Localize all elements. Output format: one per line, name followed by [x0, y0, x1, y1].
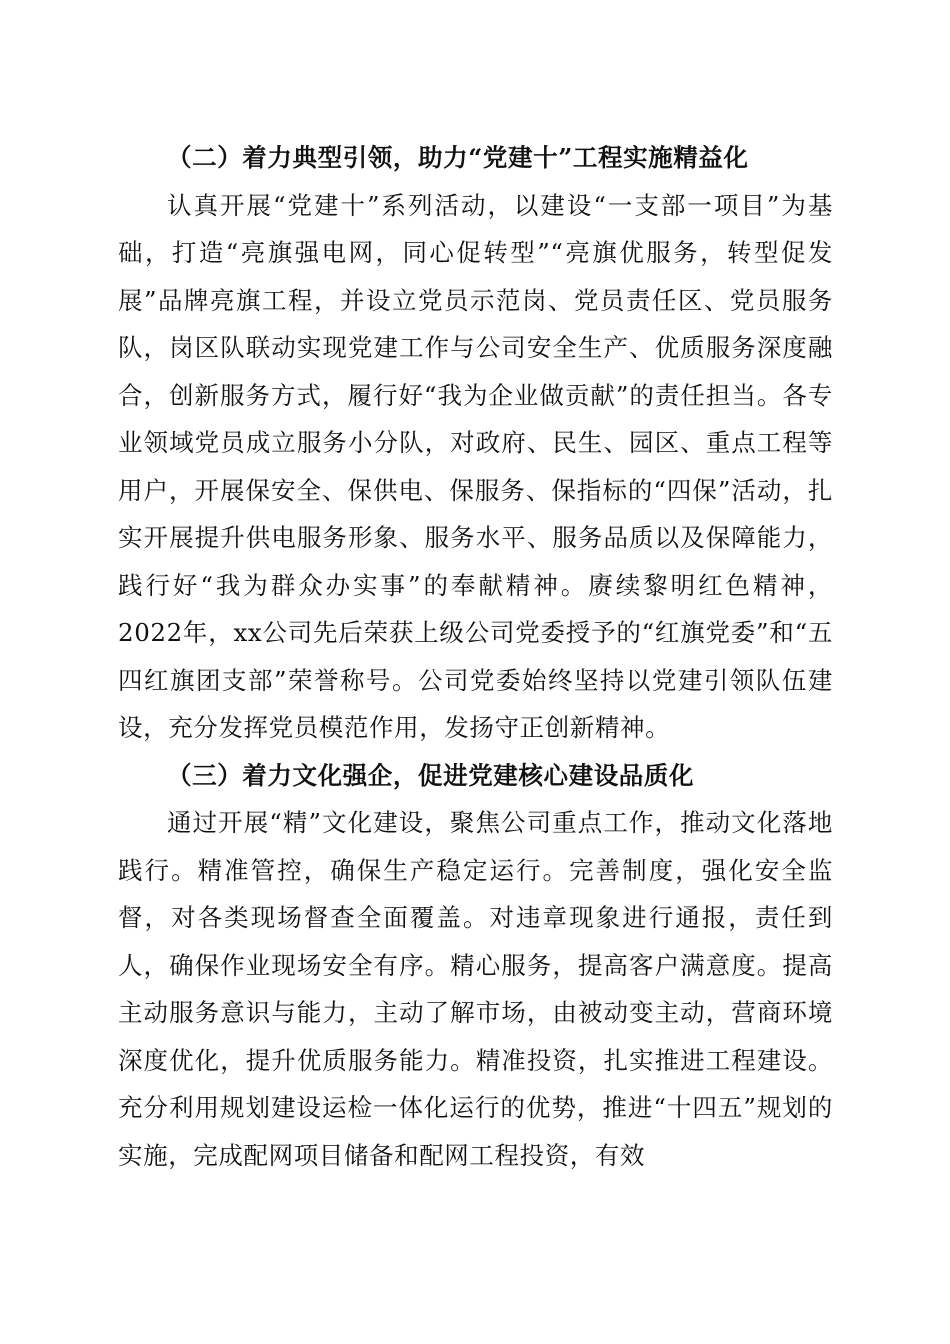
document-body	[118, 134, 833, 1179]
section-2-heading: （二）着力典型引领，助力“党建十”工程实施精益化	[167, 143, 749, 172]
section-3-heading: （三）着力文化强企，促进党建核心建设品质化	[167, 760, 695, 790]
section-3-paragraph: 通过开展“精”文化建设，聚焦公司重点工作，推动文化落地践行。精准管控，确保生产稳定运行。完善制度，强化安全监督，对各类现场督查全面覆盖。对违章现象进行通报，责任到人，确保作业现场安全有序。精心服务，提高客户满意度。提高主动服务意识与能力，主动了解市场，由被动变主动，营商环境深度优化，提升优质服务能力。精准投资，扎实推进工程建设。充分利用规划建设运检一体化运行的优势，推进“十四五”规划的实施，完成配网项目储备和配网工程投资，有效	[118, 808, 833, 1170]
section-2-paragraph: 认真开展“党建十”系列活动，以建设“一支部一项目”为基础，打造“亮旗强电网，同心促转型”“亮旗优服务，转型促发展”品牌亮旗工程，并设立党员示范岗、党员责任区、党员服务队，岗区队联动实现党建工作与公司安全生产、优质服务深度融合，创新服务方式，履行好“我为企业做贡献”的责任担当。各专业领域党员成立服务小分队，对政府、民生、园区、重点工程等用户，开展保安全、保供电、保服务、保指标的“四保”活动，扎实开展提升供电服务形象、服务水平、服务品质以及保障能力，践行好“我为群众办实事”的奉献精神。赓续黎明红色精神，2022年，xx公司先后荣获上级公司党委授予的“红旗党委”和“五四红旗团支部”荣誉称号。公司党委始终坚持以党建引领队伍建设，充分发挥党员模范作用，发扬守正创新精神。	[118, 190, 833, 742]
